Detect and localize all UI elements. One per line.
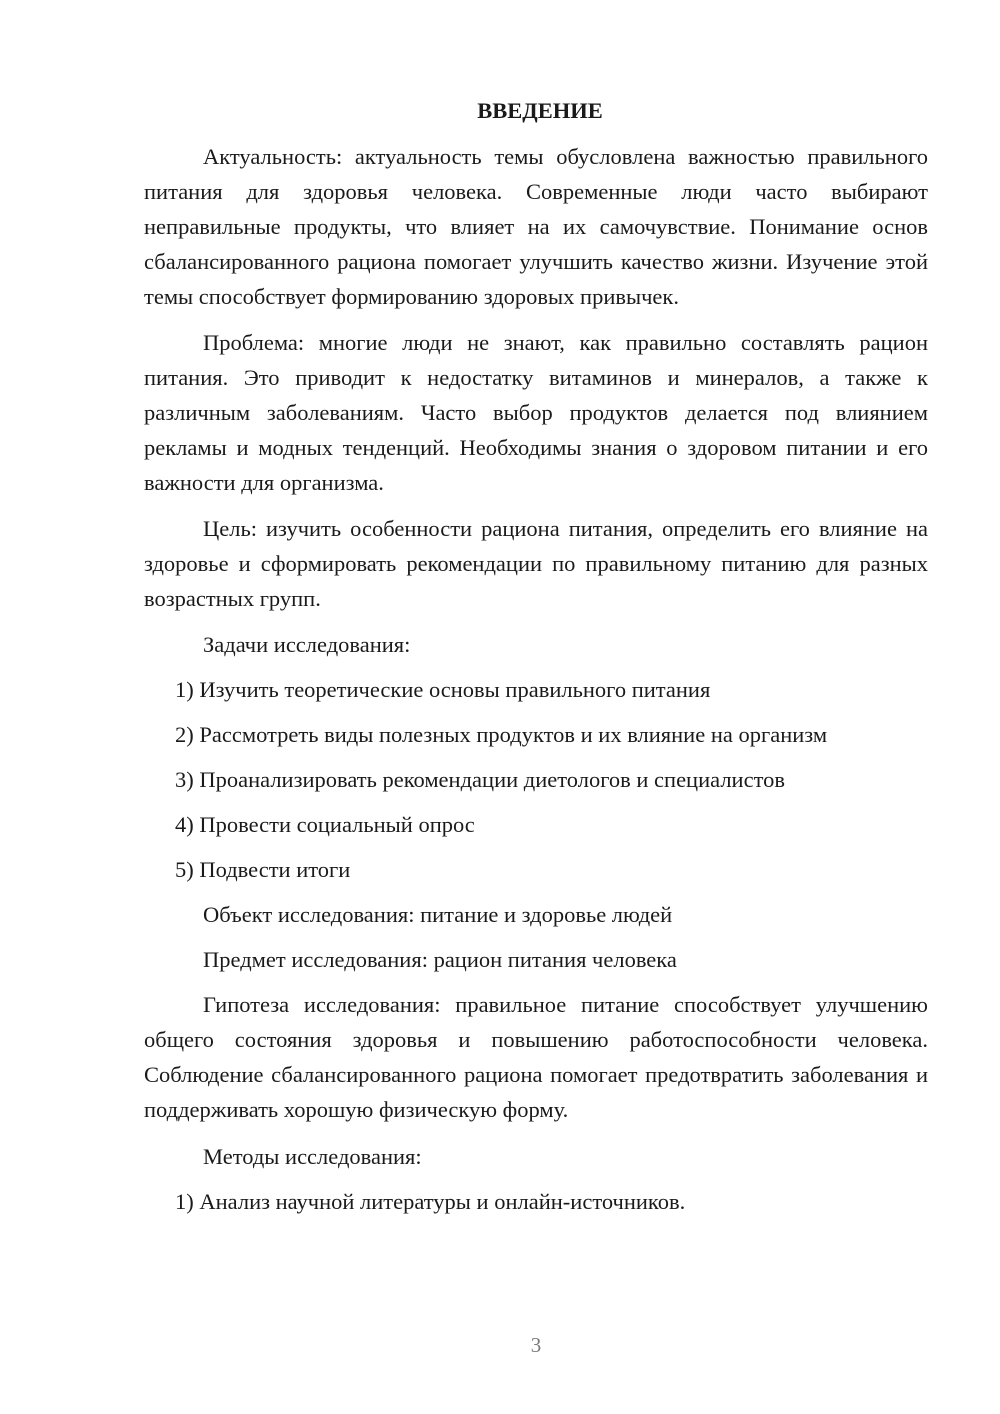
problem-paragraph: Проблема: многие люди не знают, как правильно составлять рацион питания. Это приводит к недостатку витаминов и минералов, а также к различным заболеваниям. Часто выбор продуктов делается под влиянием рекламы и модных тенденций. Необходимы знания о здоровом питании и его важности для организма.: [144, 330, 928, 495]
research-object: Объект исследования: питание и здоровье людей: [203, 902, 673, 927]
list-item: 4) Провести социальный опрос: [175, 812, 475, 837]
list-item: 3) Проанализировать рекомендации диетологов и специалистов: [175, 767, 785, 792]
hypothesis-paragraph: Гипотеза исследования: правильное питание способствует улучшению общего состояния здоровья и повышению работоспособности человека. Соблюдение сбалансированного рациона помогает предотвратить заболевания и поддерживать хорошую физическую форму.: [144, 992, 928, 1122]
page-number: 3: [530, 1333, 542, 1357]
list-item: 1) Изучить теоретические основы правильного питания: [175, 677, 711, 702]
methods-title: Методы исследования:: [203, 1144, 422, 1169]
relevance-paragraph: Актуальность: актуальность темы обусловлена важностью правильного питания для здоровья человека. Современные люди часто выбирают неправильные продукты, что влияет на их самочувствие. Понимание основ сбалансированного рациона помогает улучшить качество жизни. Изучение этой темы способствует формированию здоровых привычек.: [144, 144, 928, 309]
page-heading: ВВЕДЕНИЕ: [477, 98, 603, 123]
tasks-list: [144, 672, 928, 887]
list-item: 2) Рассмотреть виды полезных продуктов и их влияние на организм: [175, 722, 828, 747]
methods-list: [144, 1184, 928, 1219]
page-body: [144, 95, 928, 1219]
list-item: 5) Подвести итоги: [175, 857, 351, 882]
list-item: 1) Анализ научной литературы и онлайн-источников.: [175, 1189, 686, 1214]
goal-paragraph: Цель: изучить особенности рациона питания, определить его влияние на здоровье и сформировать рекомендации по правильному питанию для разных возрастных групп.: [144, 516, 928, 611]
tasks-title: Задачи исследования:: [203, 632, 411, 657]
research-subject: Предмет исследования: рацион питания человека: [203, 947, 677, 972]
